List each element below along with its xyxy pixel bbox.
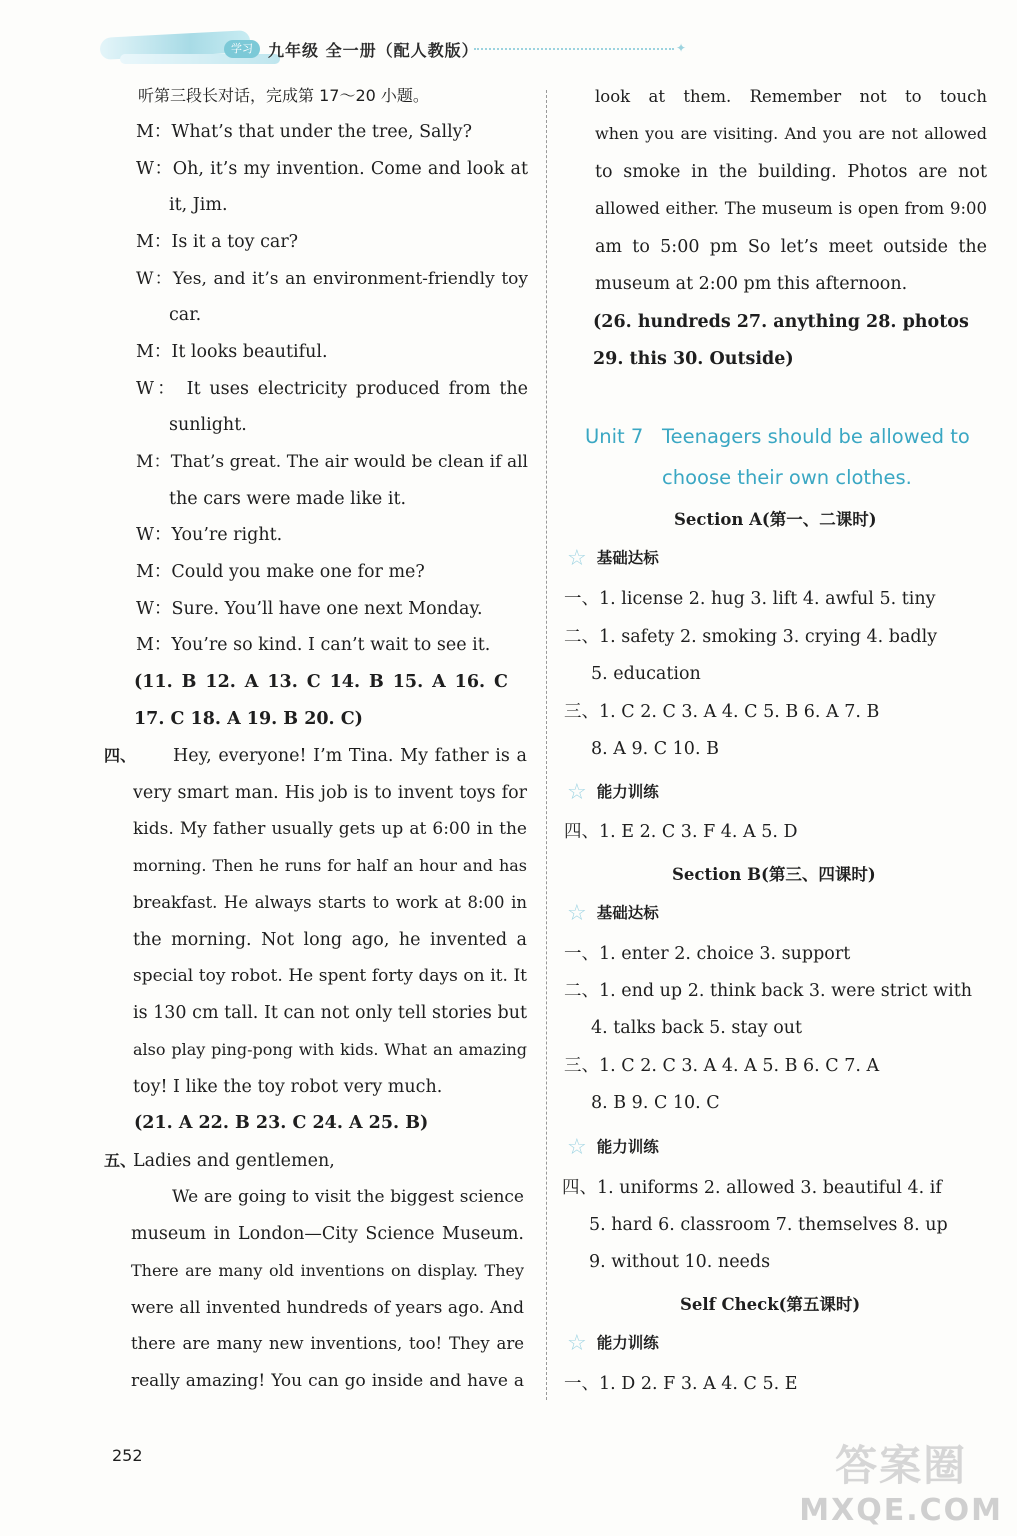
answer-line: 一、1. D 2. F 3. A 4. C 5. E <box>564 1374 798 1394</box>
answer-key: (26. hundreds 27. anything 28. photos <box>593 312 969 332</box>
header-dotted-rule <box>474 48 674 52</box>
passage-line: when you are visiting. And you are not allowed <box>595 124 987 143</box>
passage-line: to smoke in the building. Photos are not <box>595 162 987 182</box>
tag-label: 基础达标 <box>596 904 659 922</box>
passage-line: look at them. Remember not to touch <box>595 87 987 106</box>
passage-line: the morning. Not long ago, he invented a <box>133 930 527 950</box>
exercise-tag <box>567 1331 659 1356</box>
passage-line: allowed either. The museum is open from 9:00 <box>595 199 987 218</box>
watermark-url: MXQE.COM <box>799 1493 1003 1528</box>
dialogue-line: M：Could you make one for me? <box>136 562 425 582</box>
passage-line: We are going to visit the biggest science <box>172 1187 524 1207</box>
tag-label: 能力训练 <box>596 1334 659 1352</box>
passage-line: morning. Then he runs for half an hour and has <box>133 856 527 875</box>
star-icon: ☆ <box>567 1331 587 1356</box>
dialogue-line: W：Yes, and it’s an environment-friendly toy <box>136 269 528 289</box>
passage-line: am to 5:00 pm So let’s meet outside the <box>595 237 987 257</box>
answer-key: 17. C 18. A 19. B 20. C) <box>134 709 363 729</box>
answer-line: 4. talks back 5. stay out <box>591 1018 803 1038</box>
unit-label: Unit 7 <box>585 425 644 448</box>
passage-line: also play ping-pong with kids. What an amazing <box>133 1040 527 1059</box>
dialogue-line: M：It looks beautiful. <box>136 342 328 362</box>
watermark <box>799 1433 1003 1528</box>
answer-line: 三、1. C 2. C 3. A 4. A 5. B 6. C 7. A <box>564 1056 880 1076</box>
page-number: 252 <box>112 1446 143 1465</box>
passage-line: special toy robot. He spent forty days on it. It <box>133 966 527 986</box>
dialogue-line: M：That’s great. The air would be clean if all <box>136 452 528 472</box>
passage-line: kids. My father usually gets up at 6:00 in the <box>133 819 527 839</box>
header-title: 九年级 全一册（配人教版） <box>268 41 479 60</box>
section-heading: Section B(第三、四课时) <box>672 865 876 884</box>
passage-line: breakfast. He always starts to work at 8:00 in <box>133 893 527 912</box>
dialogue-line: it, Jim. <box>169 195 228 215</box>
column-divider <box>546 90 547 1400</box>
answer-line: 9. without 10. needs <box>589 1252 771 1272</box>
passage-line: there are many new inventions, too! They are <box>131 1334 524 1353</box>
answer-line: 8. A 9. C 10. B <box>591 739 719 759</box>
dialogue-line: W：Oh, it’s my invention. Come and look at <box>136 159 528 179</box>
answer-line: 一、1. enter 2. choice 3. support <box>564 944 851 964</box>
dialogue-line: car. <box>169 305 202 325</box>
answer-line: 四、1. E 2. C 3. F 4. A 5. D <box>564 822 798 842</box>
section-number: 四、 <box>104 746 137 765</box>
passage-line: Hey, everyone! I’m Tina. My father is a <box>173 746 527 766</box>
star-icon: ☆ <box>567 780 587 805</box>
passage-line: very smart man. His job is to invent toys for <box>133 783 527 803</box>
passage-line: There are many old inventions on display. They <box>131 1261 524 1280</box>
passage-line: really amazing! You can go inside and have a <box>131 1371 524 1391</box>
section-heading: Self Check(第五课时) <box>680 1295 861 1314</box>
answer-line: 8. B 9. C 10. C <box>591 1093 720 1113</box>
answer-line: 二、1. safety 2. smoking 3. crying 4. badly <box>564 627 938 647</box>
answer-line: 四、1. uniforms 2. allowed 3. beautiful 4. if <box>562 1178 942 1198</box>
passage-line: were all invented hundreds of years ago. And <box>131 1298 524 1318</box>
star-icon: ☆ <box>567 1135 587 1160</box>
star-icon: ☆ <box>567 546 587 571</box>
answer-key: (11. B 12. A 13. C 14. B 15. A 16. C <box>134 672 508 692</box>
section-number: 五、 <box>104 1151 137 1170</box>
dialogue-line: M：What’s that under the tree, Sally? <box>136 122 472 142</box>
answer-key: 29. this 30. Outside) <box>593 349 794 369</box>
page-header <box>0 0 1017 70</box>
answer-line: 二、1. end up 2. think back 3. were strict with <box>564 981 973 1001</box>
exercise-tag <box>567 780 659 805</box>
dialogue-line: M：Is it a toy car? <box>136 232 299 252</box>
answer-line: 5. hard 6. classroom 7. themselves 8. up <box>589 1215 948 1235</box>
header-star-icon: ✦ <box>676 41 687 55</box>
instruction: 听第三段长对话，完成第 17～20 小题。 <box>138 86 429 105</box>
answer-line: 一、1. license 2. hug 3. lift 4. awful 5. tiny <box>564 589 936 609</box>
exercise-tag <box>567 546 659 571</box>
unit-title: choose their own clothes. <box>662 466 912 489</box>
passage-line: toy! I like the toy robot very much. <box>133 1077 443 1097</box>
section-heading: Section A(第一、二课时) <box>674 510 877 529</box>
unit-title: Teenagers should be allowed to <box>662 425 970 448</box>
star-icon: ☆ <box>567 901 587 926</box>
watermark-text: 答案圈 <box>835 1441 968 1490</box>
dialogue-line: W：You’re right. <box>136 525 283 545</box>
tag-label: 能力训练 <box>596 783 659 801</box>
answer-line: 三、1. C 2. C 3. A 4. C 5. B 6. A 7. B <box>564 702 880 722</box>
dialogue-line: M：You’re so kind. I can’t wait to see it. <box>136 635 491 655</box>
passage-line: museum in London—City Science Museum. <box>131 1224 524 1244</box>
passage-line: is 130 cm tall. It can not only tell stories but <box>133 1003 527 1023</box>
dialogue-line: sunlight. <box>169 415 247 435</box>
tag-label: 能力训练 <box>596 1138 659 1156</box>
passage-line: Ladies and gentlemen, <box>133 1151 335 1171</box>
header-logo: 学习 <box>224 40 260 58</box>
dialogue-line: W： It uses electricity produced from the <box>136 379 528 399</box>
exercise-tag <box>567 1135 659 1160</box>
answer-key: (21. A 22. B 23. C 24. A 25. B) <box>134 1113 429 1133</box>
answer-line: 5. education <box>591 664 701 684</box>
dialogue-line: the cars were made like it. <box>169 489 407 509</box>
exercise-tag <box>567 901 659 926</box>
tag-label: 基础达标 <box>596 549 659 567</box>
passage-line: museum at 2:00 pm this afternoon. <box>595 274 908 294</box>
dialogue-line: W：Sure. You’ll have one next Monday. <box>136 599 483 619</box>
